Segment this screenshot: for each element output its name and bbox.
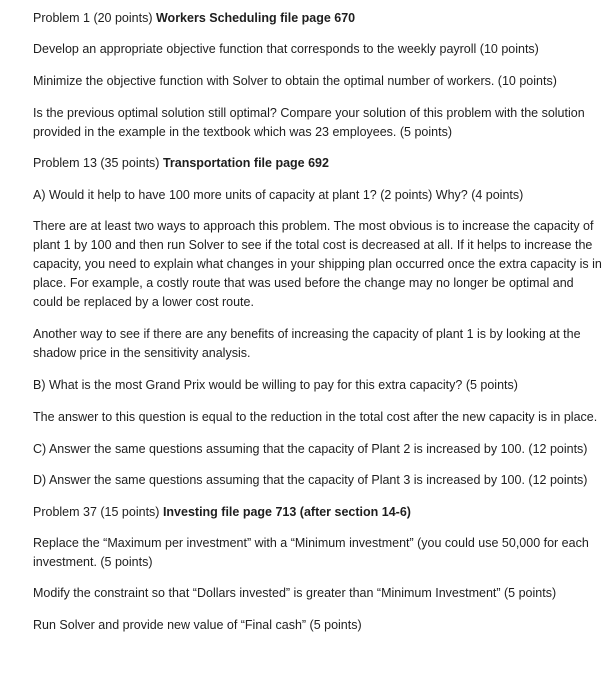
problem13-question-b: B) What is the most Grand Prix would be willing to pay for this extra capacity? (5 points)	[33, 378, 518, 392]
problem1-question-optimal: Is the previous optimal solution still optimal? Compare your solution of this problem with the solution provided in the example in the textbook which was 23 employees. (5 points)	[33, 106, 585, 139]
problem13-heading-prefix: Problem 13 (35 points)	[33, 156, 163, 170]
problem13-question-d: D) Answer the same questions assuming that the capacity of Plant 3 is increased by 100. (12 points)	[33, 473, 588, 487]
problem37-heading-title: Investing file page 713 (after section 14-6)	[162, 505, 411, 519]
problem37-question-replace: Replace the “Maximum per investment” with a “Minimum investment” (you could use 50,000 for each investment. (5 points)	[33, 536, 589, 569]
problem13-question-a: A) Would it help to have 100 more units of capacity at plant 1? (2 points) Why? (4 points)	[33, 188, 524, 202]
problem13-answer-b: The answer to this question is equal to the reduction in the total cost after the new capacity is in place.	[33, 410, 598, 424]
problem13-question-c: C) Answer the same questions assuming that the capacity of Plant 2 is increased by 100. (12 points)	[33, 442, 588, 456]
problem37-question-run: Run Solver and provide new value of “Final cash” (5 points)	[33, 618, 362, 632]
problem1-heading	[33, 9, 603, 28]
problem1-question-objective: Develop an appropriate objective function that corresponds to the weekly payroll (10 points)	[33, 42, 539, 56]
problem37-heading	[33, 503, 603, 522]
problem13-heading-title: Transportation file page 692	[162, 156, 329, 170]
problem1-question-minimize: Minimize the objective function with Solver to obtain the optimal number of workers. (10 points)	[33, 74, 557, 88]
problem13-explanation-1: There are at least two ways to approach this problem. The most obvious is to increase the capacity of plant 1 by 100 and then run Solver to see if the total cost is decreased at all. If it helps to increase the capacity, you need to explain what changes in your shipping plan occurred once the extra capacity is in place. For example, a costly route that was used before the change may no longer be optimal and could be replaced by a lower cost route.	[33, 219, 602, 309]
problem37-question-modify: Modify the constraint so that “Dollars invested” is greater than “Minimum Investment” (5 points)	[33, 586, 557, 600]
problem37-heading-prefix: Problem 37 (15 points)	[33, 505, 163, 519]
problem1-heading-title: Workers Scheduling file page 670	[155, 11, 356, 25]
problem1-heading-prefix: Problem 1 (20 points)	[33, 11, 156, 25]
problem13-heading	[33, 154, 603, 173]
problem13-explanation-2: Another way to see if there are any benefits of increasing the capacity of plant 1 is by looking at the shadow price in the sensitivity analysis.	[33, 327, 581, 360]
